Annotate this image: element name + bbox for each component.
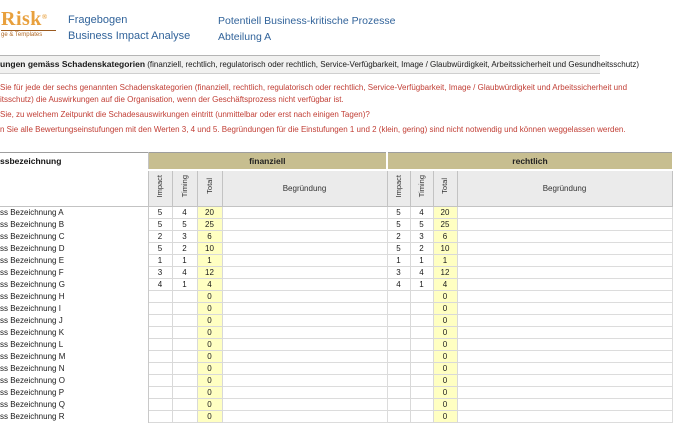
brand-logo <box>1 7 56 38</box>
re-total-cell: 0 <box>433 387 457 399</box>
re-impact-cell[interactable]: 1 <box>387 255 410 267</box>
re-timing-cell[interactable] <box>410 303 433 315</box>
process-row <box>0 255 672 267</box>
re-begruendung-cell[interactable] <box>457 207 672 219</box>
re-begruendung-header: Begründung <box>457 170 672 207</box>
group-header-finanziell: finanziell <box>148 153 387 171</box>
fin-timing-cell[interactable]: 1 <box>172 255 197 267</box>
fin-begruendung-cell[interactable] <box>222 291 387 303</box>
fin-impact-cell[interactable] <box>148 375 172 387</box>
process-name-cell[interactable]: ss Bezeichnung R <box>0 411 148 423</box>
re-impact-cell[interactable]: 5 <box>387 219 410 231</box>
process-name-cell[interactable]: ss Bezeichnung C <box>0 231 148 243</box>
re-timing-cell[interactable]: 2 <box>410 243 433 255</box>
re-impact-cell[interactable] <box>387 351 410 363</box>
re-begruendung-cell[interactable] <box>457 327 672 339</box>
fin-total-header <box>197 170 222 207</box>
re-impact-cell[interactable] <box>387 411 410 423</box>
instruction-line-4: n Sie alle Bewertungseinstufungen mit den Werten 3, 4 und 5. Begründungen für die Einstufungen 1 und 2 (klein, gering) sind nicht notwendig und können weggelassen werden. <box>0 125 626 134</box>
fin-impact-cell[interactable] <box>148 315 172 327</box>
group-header-row <box>0 153 672 171</box>
fin-total-cell: 0 <box>197 303 222 315</box>
process-row <box>0 351 672 363</box>
process-row <box>0 315 672 327</box>
fin-begruendung-cell[interactable] <box>222 411 387 423</box>
re-total-cell: 0 <box>433 327 457 339</box>
context-title <box>218 13 395 45</box>
re-timing-cell[interactable]: 1 <box>410 255 433 267</box>
re-timing-cell[interactable] <box>410 291 433 303</box>
re-impact-cell[interactable] <box>387 387 410 399</box>
assessment-table <box>0 152 673 423</box>
fin-total-cell: 0 <box>197 387 222 399</box>
process-row <box>0 387 672 399</box>
re-begruendung-cell[interactable] <box>457 411 672 423</box>
fin-begruendung-cell[interactable] <box>222 339 387 351</box>
fin-timing-cell[interactable] <box>172 303 197 315</box>
re-timing-cell[interactable] <box>410 399 433 411</box>
re-begruendung-cell[interactable] <box>457 339 672 351</box>
re-timing-cell[interactable] <box>410 315 433 327</box>
re-impact-cell[interactable] <box>387 303 410 315</box>
re-total-cell: 25 <box>433 219 457 231</box>
process-row <box>0 411 672 423</box>
re-timing-cell[interactable] <box>410 411 433 423</box>
fin-total-cell: 0 <box>197 363 222 375</box>
process-name-cell[interactable]: ss Bezeichnung B <box>0 219 148 231</box>
fin-begruendung-cell[interactable] <box>222 219 387 231</box>
instruction-line-2: itsschutz) die Auswirkungen auf die Organisation, wenn der Geschäftsprozess nicht verfügbar ist. <box>0 95 344 104</box>
fin-begruendung-cell[interactable] <box>222 375 387 387</box>
fin-total-cell: 4 <box>197 279 222 291</box>
fin-impact-cell[interactable] <box>148 303 172 315</box>
fin-timing-cell[interactable] <box>172 339 197 351</box>
fin-begruendung-cell[interactable] <box>222 303 387 315</box>
fin-timing-header-label: Timing <box>179 174 189 198</box>
re-begruendung-cell[interactable] <box>457 315 672 327</box>
process-row <box>0 339 672 351</box>
process-name-header-label: ssbezeichnung <box>0 156 62 166</box>
process-name-cell[interactable]: ss Bezeichnung Q <box>0 399 148 411</box>
fin-impact-cell[interactable] <box>148 351 172 363</box>
re-begruendung-cell[interactable] <box>457 387 672 399</box>
registered-mark: ® <box>41 13 48 21</box>
fin-total-cell: 20 <box>197 207 222 219</box>
re-impact-cell[interactable]: 3 <box>387 267 410 279</box>
re-total-cell: 0 <box>433 363 457 375</box>
re-begruendung-cell[interactable] <box>457 375 672 387</box>
fin-total-cell: 0 <box>197 339 222 351</box>
re-impact-cell[interactable] <box>387 291 410 303</box>
fin-begruendung-cell[interactable] <box>222 327 387 339</box>
process-name-cell[interactable]: ss Bezeichnung O <box>0 375 148 387</box>
re-total-header <box>433 170 457 207</box>
fin-total-cell: 1 <box>197 255 222 267</box>
re-begruendung-cell[interactable] <box>457 219 672 231</box>
process-name-cell[interactable]: ss Bezeichnung J <box>0 315 148 327</box>
process-row <box>0 327 672 339</box>
process-row <box>0 303 672 315</box>
fin-begruendung-cell[interactable] <box>222 387 387 399</box>
fin-timing-cell[interactable]: 1 <box>172 279 197 291</box>
process-row <box>0 231 672 243</box>
re-timing-cell[interactable]: 1 <box>410 279 433 291</box>
fin-impact-cell[interactable]: 4 <box>148 279 172 291</box>
form-title-line2: Business Impact Analyse <box>68 30 191 42</box>
re-impact-cell[interactable]: 5 <box>387 243 410 255</box>
fin-timing-cell[interactable] <box>172 363 197 375</box>
fin-impact-cell[interactable] <box>148 399 172 411</box>
fin-timing-cell[interactable] <box>172 315 197 327</box>
fin-begruendung-cell[interactable] <box>222 255 387 267</box>
fin-timing-header <box>172 170 197 207</box>
fin-begruendung-cell[interactable] <box>222 363 387 375</box>
re-impact-cell[interactable]: 5 <box>387 207 410 219</box>
fin-impact-cell[interactable]: 2 <box>148 231 172 243</box>
re-timing-cell[interactable] <box>410 363 433 375</box>
re-impact-cell[interactable]: 2 <box>387 231 410 243</box>
fin-begruendung-cell[interactable] <box>222 315 387 327</box>
re-total-cell: 4 <box>433 279 457 291</box>
fin-impact-cell[interactable] <box>148 387 172 399</box>
re-timing-cell[interactable]: 3 <box>410 231 433 243</box>
fin-total-cell: 0 <box>197 327 222 339</box>
process-row <box>0 375 672 387</box>
re-begruendung-cell[interactable] <box>457 231 672 243</box>
fin-impact-cell[interactable]: 1 <box>148 255 172 267</box>
fin-total-cell: 0 <box>197 411 222 423</box>
re-timing-cell[interactable] <box>410 375 433 387</box>
process-row <box>0 207 672 219</box>
fin-impact-cell[interactable] <box>148 411 172 423</box>
re-timing-cell[interactable] <box>410 351 433 363</box>
fin-impact-cell[interactable]: 5 <box>148 243 172 255</box>
re-begruendung-cell[interactable] <box>457 399 672 411</box>
re-timing-cell[interactable] <box>410 387 433 399</box>
re-total-cell: 20 <box>433 207 457 219</box>
fin-timing-cell[interactable] <box>172 291 197 303</box>
fin-begruendung-cell[interactable] <box>222 231 387 243</box>
process-name-cell[interactable]: ss Bezeichnung F <box>0 267 148 279</box>
fin-impact-cell[interactable]: 5 <box>148 219 172 231</box>
fin-timing-cell[interactable]: 2 <box>172 243 197 255</box>
fin-total-cell: 6 <box>197 231 222 243</box>
fin-begruendung-header: Begründung <box>222 170 387 207</box>
fin-impact-header <box>148 170 172 207</box>
re-impact-cell[interactable]: 4 <box>387 279 410 291</box>
fin-timing-cell[interactable] <box>172 375 197 387</box>
re-total-header-label: Total <box>440 178 450 194</box>
re-begruendung-cell[interactable] <box>457 255 672 267</box>
re-timing-cell[interactable] <box>410 327 433 339</box>
fin-impact-cell[interactable] <box>148 291 172 303</box>
re-impact-header <box>387 170 410 207</box>
re-impact-cell[interactable] <box>387 363 410 375</box>
re-begruendung-cell[interactable] <box>457 363 672 375</box>
process-row <box>0 219 672 231</box>
form-title <box>68 12 190 44</box>
fin-timing-cell[interactable] <box>172 399 197 411</box>
re-timing-cell[interactable]: 4 <box>410 267 433 279</box>
re-begruendung-cell[interactable] <box>457 303 672 315</box>
re-total-cell: 10 <box>433 243 457 255</box>
fin-impact-cell[interactable]: 3 <box>148 267 172 279</box>
re-begruendung-cell[interactable] <box>457 243 672 255</box>
re-timing-header-label: Timing <box>416 174 426 198</box>
re-begruendung-cell[interactable] <box>457 279 672 291</box>
process-row <box>0 279 672 291</box>
fin-total-cell: 10 <box>197 243 222 255</box>
process-name-header <box>0 153 148 207</box>
group-header-rechtlich: rechtlich <box>387 153 672 171</box>
fin-impact-header-label: Impact <box>155 174 165 198</box>
fin-begruendung-cell[interactable] <box>222 399 387 411</box>
re-total-cell: 0 <box>433 315 457 327</box>
process-name-cell[interactable]: ss Bezeichnung M <box>0 351 148 363</box>
process-name-cell[interactable]: ss Bezeichnung G <box>0 279 148 291</box>
re-total-cell: 0 <box>433 303 457 315</box>
fin-timing-cell[interactable] <box>172 387 197 399</box>
re-begruendung-cell[interactable] <box>457 351 672 363</box>
re-begruendung-cell[interactable] <box>457 291 672 303</box>
context-line1: Potentiell Business-kritische Prozesse <box>218 15 396 27</box>
section-title-rest: (finanziell, rechtlich, regulatorisch oder rechtlich, Service-Verfügbarkeit, Image / Glaubwürdigkeit, Arbeitssicherheit und Gesundheitsschutz) <box>145 60 640 69</box>
process-row <box>0 243 672 255</box>
re-timing-cell[interactable] <box>410 339 433 351</box>
process-name-cell[interactable]: ss Bezeichnung K <box>0 327 148 339</box>
process-name-cell[interactable]: ss Bezeichnung A <box>0 207 148 219</box>
process-row <box>0 267 672 279</box>
process-name-cell[interactable]: ss Bezeichnung H <box>0 291 148 303</box>
re-timing-cell[interactable]: 4 <box>410 207 433 219</box>
fin-timing-cell[interactable]: 4 <box>172 267 197 279</box>
logo-brand-name: Risk <box>1 8 42 30</box>
fin-timing-cell[interactable]: 3 <box>172 231 197 243</box>
re-total-cell: 0 <box>433 399 457 411</box>
re-total-cell: 0 <box>433 351 457 363</box>
fin-begruendung-cell[interactable] <box>222 351 387 363</box>
re-total-cell: 12 <box>433 267 457 279</box>
re-total-cell: 1 <box>433 255 457 267</box>
fin-total-header-label: Total <box>204 178 214 194</box>
logo-text <box>1 7 56 29</box>
fin-timing-cell[interactable] <box>172 327 197 339</box>
re-begruendung-cell[interactable] <box>457 267 672 279</box>
re-total-cell: 0 <box>433 291 457 303</box>
fin-timing-cell[interactable] <box>172 351 197 363</box>
re-impact-cell[interactable] <box>387 399 410 411</box>
fin-impact-cell[interactable] <box>148 339 172 351</box>
re-timing-header <box>410 170 433 207</box>
re-impact-cell[interactable] <box>387 339 410 351</box>
fin-impact-cell[interactable]: 5 <box>148 207 172 219</box>
fin-begruendung-cell[interactable] <box>222 243 387 255</box>
process-row <box>0 363 672 375</box>
process-name-cell[interactable]: ss Bezeichnung E <box>0 255 148 267</box>
re-impact-cell[interactable] <box>387 327 410 339</box>
fin-impact-cell[interactable] <box>148 327 172 339</box>
fin-begruendung-cell[interactable] <box>222 207 387 219</box>
logo-tagline: ge & Templates <box>1 30 56 38</box>
process-name-cell[interactable]: ss Bezeichnung L <box>0 339 148 351</box>
instruction-line-1: Sie für jede der sechs genannten Schadenskategorien (finanziell, rechtlich, regulatorisch oder rechtlich, Service-Verfügbarkeit, Image / Glaubwürdigkeit und Arbeitssicherheit und <box>0 83 628 92</box>
fin-total-cell: 0 <box>197 375 222 387</box>
section-title-bold: ungen gemäss Schadenskategorien <box>0 59 146 69</box>
process-row <box>0 291 672 303</box>
fin-total-cell: 12 <box>197 267 222 279</box>
process-name-cell[interactable]: ss Bezeichnung P <box>0 387 148 399</box>
process-name-cell[interactable]: ss Bezeichnung D <box>0 243 148 255</box>
fin-timing-cell[interactable] <box>172 411 197 423</box>
section-header-bar <box>0 55 640 74</box>
re-total-cell: 6 <box>433 231 457 243</box>
re-impact-cell[interactable] <box>387 375 410 387</box>
fin-total-cell: 0 <box>197 291 222 303</box>
process-name-cell[interactable]: ss Bezeichnung I <box>0 303 148 315</box>
re-total-cell: 0 <box>433 375 457 387</box>
assessment-table-wrap <box>0 152 672 423</box>
fin-total-cell: 25 <box>197 219 222 231</box>
re-timing-cell[interactable]: 5 <box>410 219 433 231</box>
process-row <box>0 399 672 411</box>
fin-total-cell: 0 <box>197 399 222 411</box>
fin-begruendung-cell[interactable] <box>222 267 387 279</box>
process-name-cell[interactable]: ss Bezeichnung N <box>0 363 148 375</box>
context-line2: Abteilung A <box>218 31 272 43</box>
fin-impact-cell[interactable] <box>148 363 172 375</box>
form-title-line1: Fragebogen <box>68 14 128 26</box>
re-total-cell: 0 <box>433 339 457 351</box>
fin-total-cell: 0 <box>197 351 222 363</box>
re-impact-header-label: Impact <box>393 174 403 198</box>
fin-timing-cell[interactable]: 4 <box>172 207 197 219</box>
fin-timing-cell[interactable]: 5 <box>172 219 197 231</box>
instruction-line-3: Sie, zu welchem Zeitpunkt die Schadesauswirkungen eintritt (unmittelbar oder erst nach einigen Tagen)? <box>0 110 370 119</box>
re-impact-cell[interactable] <box>387 315 410 327</box>
re-total-cell: 0 <box>433 411 457 423</box>
fin-total-cell: 0 <box>197 315 222 327</box>
fin-begruendung-cell[interactable] <box>222 279 387 291</box>
